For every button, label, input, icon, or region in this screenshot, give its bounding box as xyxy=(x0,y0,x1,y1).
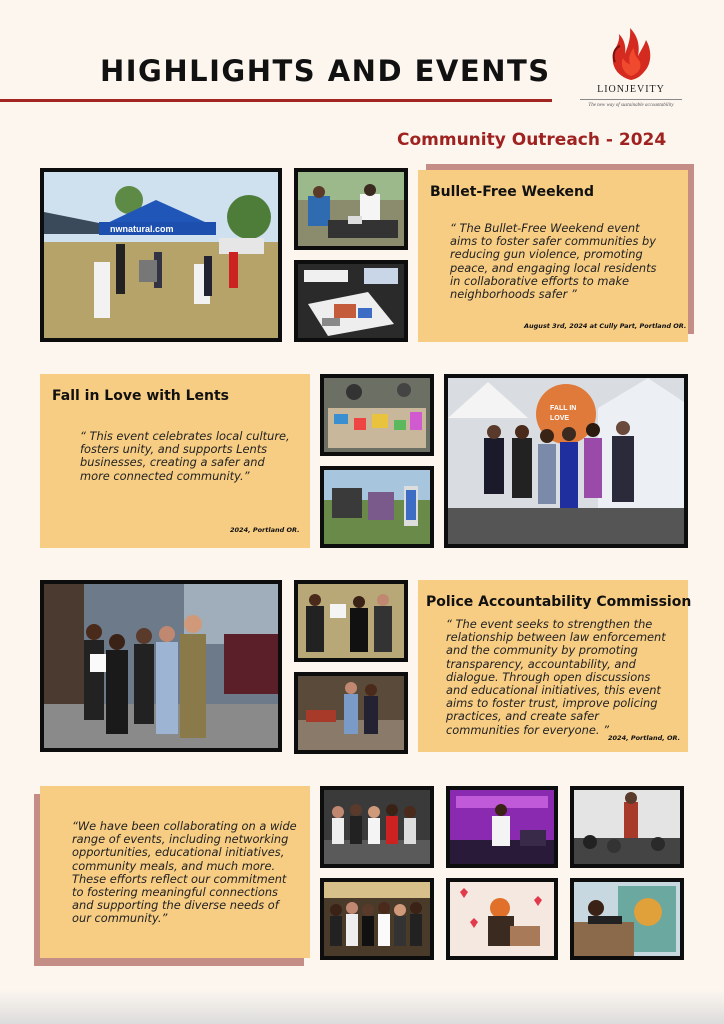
event-photo-meeting-room xyxy=(570,786,684,868)
section-subtitle: Community Outreach - 2024 xyxy=(397,130,667,150)
page-title: HIGHLIGHTS AND EVENTS xyxy=(100,54,551,88)
logo-name: LIONJEVITY xyxy=(597,84,665,95)
event-title: Bullet-Free Weekend xyxy=(430,184,595,200)
tent-banner-text: nwnatural.com xyxy=(110,224,174,234)
flame-lion-icon xyxy=(606,26,656,82)
event-photo-crafts xyxy=(320,374,434,456)
event-photo-flyers xyxy=(294,260,408,342)
lionjevity-logo xyxy=(572,26,690,118)
event-description: “ The Bullet-Free Weekend event aims to foster safer communities by reducing gun violence, promoting peace, and engaging local residents in collaborative efforts to make neighborhoods safer ” xyxy=(450,221,657,302)
event-meta: 2024, Portland OR. xyxy=(230,526,300,534)
event-photo-decor xyxy=(446,878,558,960)
event-photo-group-lents xyxy=(444,374,688,548)
page-bottom-fade xyxy=(0,990,724,1024)
event-card-police-accountability xyxy=(418,580,692,752)
event-photo-crowd-1 xyxy=(320,786,434,868)
event-photo-flyer-handout xyxy=(294,580,408,662)
logo-tagline: The new way of sustainable accountability xyxy=(588,103,674,108)
event-meta: August 3rd, 2024 at Cully Part, Portland OR. xyxy=(524,322,687,330)
closing-card xyxy=(40,786,310,958)
event-photo-tent xyxy=(40,168,282,342)
event-photo-table xyxy=(294,168,408,250)
event-photo-mural xyxy=(570,878,684,960)
event-description: “ This event celebrates local culture, fosters unity, and supports Lents businesses, creating a safer and more connected community.” xyxy=(80,429,290,483)
event-meta: 2024, Portland, OR. xyxy=(608,734,681,742)
event-photo-street-group xyxy=(40,580,282,752)
event-photo-crowd-2 xyxy=(320,878,434,960)
event-title: Police Accountability Commission xyxy=(426,594,692,610)
event-title: Fall in Love with Lents xyxy=(52,388,230,404)
svg-text:LOVE: LOVE xyxy=(550,415,570,422)
event-photo-market xyxy=(320,466,434,548)
event-description: “ The event seeks to strengthen the relationship between law enforcement and the community by promoting transparency, accountability, and dialogue. Through open discussions and educational initiatives, this event aims to foster trust, improve policing practices, and create safer communities for everyone. ” xyxy=(446,617,666,737)
title-divider xyxy=(0,99,552,102)
closing-text: “We have been collaborating on a wide range of events, including networking opportunities, educational initiatives, community meals, and much more. These efforts reflect our commitment to fostering meaningful connections and supporting the diverse needs of our community.” xyxy=(72,819,297,926)
event-photo-purple-stage xyxy=(446,786,558,868)
event-photo-outdoor-seating xyxy=(294,672,408,754)
event-card-bullet-free xyxy=(418,170,688,342)
logo-divider xyxy=(580,99,682,100)
lents-sign-text: FALL IN xyxy=(550,405,577,412)
event-card-lents xyxy=(40,374,310,548)
